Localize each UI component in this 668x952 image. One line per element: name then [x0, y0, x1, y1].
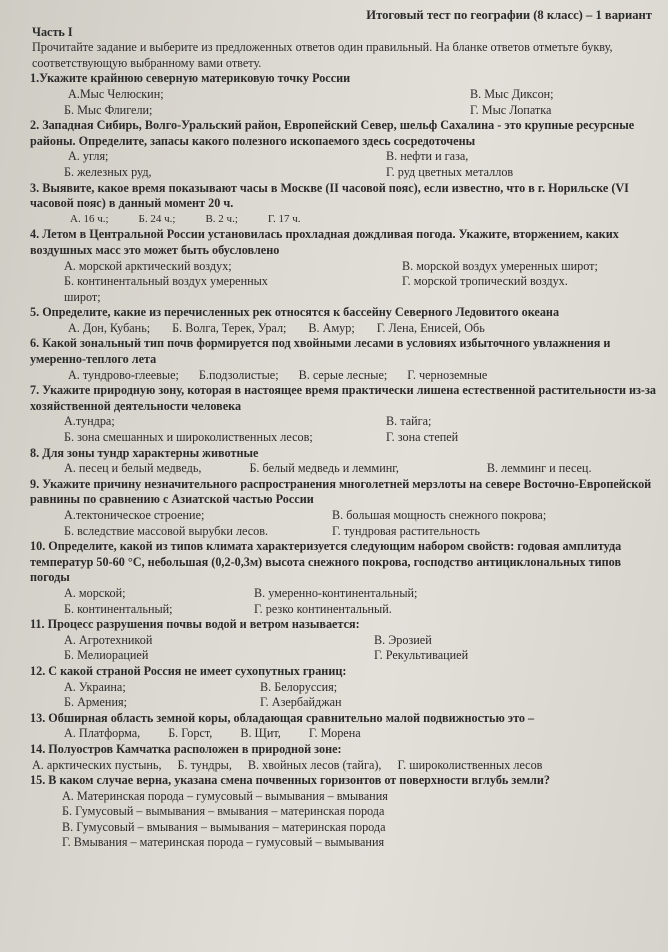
question-1: 1.Укажите крайнюю северную материковую точку России [30, 71, 351, 86]
option-b[interactable]: Б. зона смешанных и широколиственных лесов; [64, 430, 313, 445]
question-8: 8. Для зоны тундр характерны животные [30, 445, 259, 460]
question-7: 7. Укажите природную зону, которая в настоящее время практически лишена естественной растительности из-за хозяйственной деятельности человека [30, 383, 656, 413]
instructions: Прочитайте задание и выберите из предложенных ответов один правильный. На бланке ответов отметьте букву, соответствующую выбранному вами ответу. [32, 40, 613, 70]
option-g[interactable]: Г. морской тропический воздух. [402, 274, 568, 289]
option-v[interactable]: В. умеренно-континентальный; [254, 585, 418, 600]
option-b[interactable]: Б. Волга, Терек, Урал; [172, 320, 287, 335]
option-v[interactable]: В. Амур; [308, 320, 355, 335]
option-b[interactable]: Б. Гумусовый – вымывания – вмывания – материнская порода [62, 804, 385, 819]
options-8 [30, 461, 658, 477]
question-11: 11. Процесс разрушения почвы водой и ветром называется: [30, 617, 360, 632]
option-v[interactable]: В. Щит, [240, 726, 281, 741]
question-14: 14. Полуостров Камчатка расположен в природной зоне: [30, 741, 342, 756]
question-9: 9. Укажите причину незначительного распространения многолетней мерзлоты на севере Восточно-Европейской равнины по сравнению с Азиатской частью России [30, 476, 652, 507]
question-12: 12. С какой страной Россия не имеет сухопутных границ: [30, 663, 347, 678]
option-a[interactable]: А. Материнская порода – гумусовый – вымывания – вмывания [62, 788, 388, 803]
option-b[interactable]: Б. континентальный воздух умеренных широт; [64, 274, 268, 304]
option-v[interactable]: В. Гумусовый – вмывания – вымывания – материнская порода [62, 819, 386, 834]
options-6 [30, 368, 658, 384]
part-heading: Часть I [32, 24, 73, 39]
question-15: 15. В каком случае верна, указана смена почвенных горизонтов от поверхности вглубь земли? [30, 773, 550, 788]
options-7 [30, 414, 658, 445]
option-v[interactable]: В. Белоруссия; [260, 679, 338, 694]
option-a[interactable]: А.тектоническое строение; [64, 508, 205, 522]
option-a[interactable]: А. Агротехникой [64, 632, 153, 647]
options-11 [30, 633, 658, 664]
question-13: 13. Обширная область земной коры, обладающая сравнительно малой подвижностью это – [30, 710, 535, 725]
option-a[interactable]: А.Мыс Челюскин; [68, 86, 164, 101]
option-b[interactable]: Б. тундры, [177, 757, 232, 772]
question-6: 6. Какой зональный тип почв формируется под хвойными лесами в условиях избыточного увлажнения и умеренно-теплого лета [30, 336, 611, 367]
option-v[interactable]: В. Мыс Диксон; [470, 86, 554, 101]
option-a[interactable]: А. морской арктический воздух; [64, 258, 232, 273]
option-v[interactable]: В. хвойных лесов (тайга), [247, 757, 382, 772]
option-v[interactable]: В. Эрозией [374, 632, 432, 647]
option-a[interactable]: А. тундрово-глеевые; [68, 367, 179, 382]
options-3 [30, 212, 658, 228]
option-b[interactable]: Б. Мыс Флигели; [64, 102, 153, 117]
option-a[interactable]: А. морской; [64, 585, 126, 600]
option-g[interactable]: Г. руд цветных металлов [386, 164, 514, 179]
option-v[interactable]: В. тайга; [386, 414, 432, 429]
options-14 [30, 758, 658, 774]
option-b[interactable]: Б. вследствие массовой вырубки лесов. [64, 523, 269, 538]
options-1 [30, 87, 658, 118]
options-12 [30, 680, 658, 711]
option-v[interactable]: В. большая мощность снежного покрова; [332, 508, 547, 522]
question-5: 5. Определите, какие из перечисленных рек относятся к бассейну Северного Ледовитого океана [30, 305, 560, 320]
options-2 [30, 149, 658, 180]
option-g[interactable]: Г. Рекультивацией [374, 648, 469, 663]
option-b[interactable]: Б. Мелиорацией [64, 648, 149, 663]
option-a[interactable]: А.тундра; [64, 414, 115, 429]
option-g[interactable]: Г. широколиственных лесов [397, 757, 543, 772]
option-g[interactable]: Г. Мыс Лопатка [470, 102, 552, 117]
question-3: 3. Выявите, какое время показывают часы в Москве (II часовой пояс), если известно, что в г. Норильске (VI часовой пояс) в данный момент 20 ч. [30, 180, 629, 211]
option-b[interactable]: Б. белый медведь и лемминг, [249, 461, 399, 476]
question-10: 10. Определите, какой из типов климата характеризуется следующим набором свойств: годовая амплитуда температур 50-60 °С, небольшая (0,2-0,3м) высота снежного покрова, господство антициклональных типов погоды [30, 539, 622, 585]
options-9 [30, 508, 658, 539]
option-b[interactable]: Б.подзолистые; [198, 367, 279, 382]
option-g[interactable]: Г. Лена, Енисей, Обь [376, 320, 485, 335]
option-g[interactable]: Г. черноземные [407, 367, 488, 382]
option-v[interactable]: В. лемминг и песец. [486, 461, 592, 476]
option-g[interactable]: Г. Морена [308, 726, 361, 741]
option-v[interactable]: В. серые лесные; [298, 367, 388, 382]
options-10 [30, 586, 658, 617]
option-a[interactable]: А. песец и белый медведь, [64, 461, 202, 476]
option-v[interactable]: В. 2 ч.; [205, 212, 238, 225]
question-2: 2. Западная Сибирь, Волго-Уральский район, Европейский Север, шельф Сахалина - это крупные ресурсные районы. Определите, запасы какого полезного ископаемого здесь сосредоточены [30, 118, 635, 148]
option-b[interactable]: Б. железных руд, [64, 164, 152, 179]
option-g[interactable]: Г. 17 ч. [267, 212, 301, 225]
option-v[interactable]: В. морской воздух умеренных широт; [402, 258, 598, 273]
option-g[interactable]: Г. резко континентальный. [254, 601, 392, 616]
option-a[interactable]: А. арктических пустынь, [32, 757, 162, 772]
option-b[interactable]: Б. Армения; [64, 695, 127, 710]
option-g[interactable]: Г. Азербайджан [260, 695, 342, 710]
option-b[interactable]: Б. континентальный; [64, 601, 173, 616]
option-a[interactable]: А. Дон, Кубань; [68, 320, 151, 335]
option-a[interactable]: А. Украина; [64, 679, 126, 694]
option-g[interactable]: Г. зона степей [386, 430, 459, 445]
question-4: 4. Летом в Центральной России установилась прохладная дождливая погода. Укажите, вторжением, каких воздушных масс это может быть обусловлено [30, 227, 619, 257]
option-a[interactable]: А. угля; [68, 149, 109, 164]
option-g[interactable]: Г. тундровая растительность [332, 523, 480, 538]
option-v[interactable]: В. нефти и газа, [386, 149, 469, 164]
test-title: Итоговый тест по географии (8 класс) – 1 вариант [366, 8, 652, 22]
option-b[interactable]: Б. 24 ч.; [138, 212, 176, 225]
options-13 [30, 726, 658, 742]
option-a[interactable]: А. Платформа, [64, 726, 141, 741]
options-5 [30, 321, 658, 337]
option-a[interactable]: А. 16 ч.; [70, 212, 109, 225]
option-g[interactable]: Г. Вмывания – материнская порода – гумусовый – вымывания [62, 835, 385, 850]
option-b[interactable]: Б. Горст, [168, 726, 213, 741]
options-4 [30, 259, 658, 306]
